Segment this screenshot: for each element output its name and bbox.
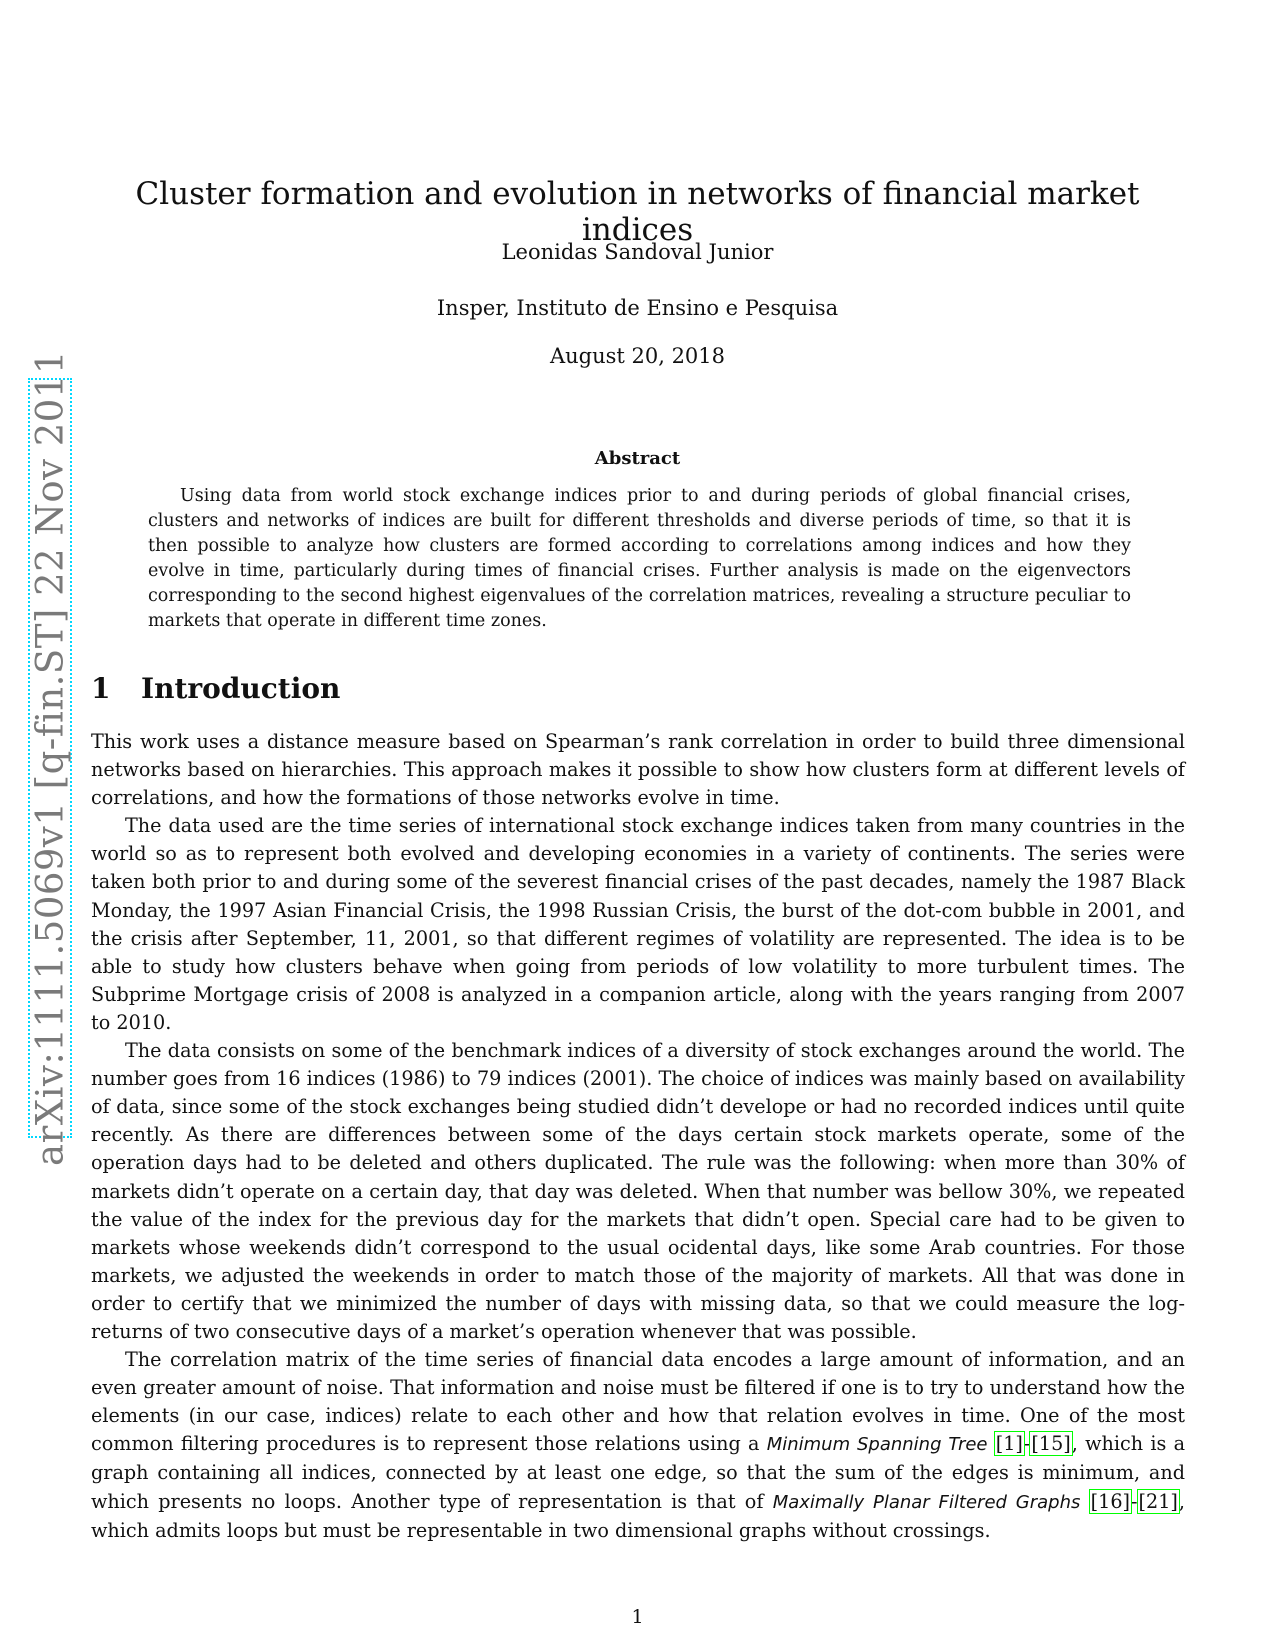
paragraph-4-text-c: , which admits loops but must be representable in two dimensional graphs without crossings.: [91, 1489, 1185, 1542]
introduction-body: [91, 728, 1185, 1545]
paragraph-4-text-a: The correlation matrix of the time series of financial data encodes a large amount of information, and an even greater amount of noise. That information and noise must be filtered if one is to try to understand how the elements (in our case, indices) relate to each other and how that relation evolves in time. One of the most common filtering procedures is to represent those relations using a: [91, 1348, 1185, 1456]
paragraph-3: The data consists on some of the benchmark indices of a diversity of stock exchanges around the world. The number goes from 16 indices (1986) to 79 indices (2001). The choice of indices was mainly based on availability of data, since some of the stock exchanges being studied didn’t develope or had no recorded indices until quite recently. As there are differences between some of the days certain stock markets operate, some of the operation days had to be deleted and others duplicated. The rule was the following: when more than 30% of markets didn’t operate on a certain day, that day was deleted. When that number was bellow 30%, we repeated the value of the index for the previous day for the markets that didn’t open. Special care had to be given to markets whose weekends didn’t correspond to the usual ocidental days, like some Arab countries. For those markets, we adjusted the weekends in order to match those of the majority of markets. All that was done in order to certify that we minimized the number of days with missing data, so that we could measure the log-returns of two consecutive days of a market’s operation whenever that was possible.: [91, 1039, 1185, 1343]
citation-range-dash: -: [1131, 1489, 1138, 1513]
citation-link-1[interactable]: [1]: [995, 1432, 1023, 1456]
paragraph-1: This work uses a distance measure based on Spearman’s rank correlation in order to build three dimensional networks based on hierarchies. This approach makes it possible to show how clusters form at different levels of correlations, and how the formations of those networks evolve in time.: [91, 730, 1185, 810]
citation-link-15[interactable]: [15]: [1031, 1432, 1071, 1456]
author-name: Leonidas Sandoval Junior: [501, 240, 774, 264]
citation-link-16[interactable]: [16]: [1090, 1489, 1131, 1513]
term-minimum-spanning-tree: Minimum Spanning Tree: [766, 1434, 988, 1456]
section-number: 1: [91, 672, 111, 705]
date: August 20, 2018: [549, 344, 726, 368]
paragraph-4-text-b: , which is a graph containing all indices, connected by at least one edge, so that the sum of the edges is minimum, and which presents no loops. Another type of representation is that of: [91, 1432, 1186, 1513]
abstract-heading: Abstract: [594, 448, 681, 469]
section-heading-introduction: [91, 672, 340, 705]
section-title: Introduction: [141, 672, 341, 705]
paragraph-2: The data used are the time series of international stock exchange indices taken from many countries in the world so as to represent both evolved and developing economies in a variety of continents. The series were taken both prior to and during some of the severest financial crises of the past decades, namely the 1987 Black Monday, the 1997 Asian Financial Crisis, the 1998 Russian Crisis, the burst of the dot-com bubble in 2001, and the crisis after September, 11, 2001, so that different regimes of volatility are represented. The idea is to be able to study how clusters behave when going from periods of low volatility to more turbulent times. The Subprime Mortgage crisis of 2008 is analyzed in a companion article, along with the years ranging from 2007 to 2010.: [91, 814, 1185, 1034]
term-maximally-planar-filtered-graphs: Maximally Planar Filtered Graphs: [772, 1491, 1081, 1513]
citation-link-21[interactable]: [21]: [1138, 1489, 1178, 1513]
paragraph-4: [91, 1346, 1185, 1545]
citation-range-dash: -: [1023, 1432, 1031, 1456]
arxiv-identifier[interactable]: arXiv:1111.5069v1 [q-fin.ST] 22 Nov 2011: [28, 350, 72, 1166]
arxiv-stamp[interactable]: [28, 350, 72, 1166]
paper-title: Cluster formation and evolution in networks of financial market indices: [135, 176, 1140, 248]
affiliation: Insper, Instituto de Ensino e Pesquisa: [436, 296, 839, 320]
abstract-text: Using data from world stock exchange indices prior to and during periods of global financial crises, clusters and networks of indices are built for different thresholds and diverse periods of time, so that it is then possible to analyze how clusters are formed according to correlations among indices and how they evolve in time, particularly during times of financial crises. Further analysis is made on the eigenvectors corresponding to the second highest eigenvalues of the correlation matrices, revealing a structure peculiar to markets that operate in different time zones.: [148, 486, 1131, 631]
page-number: 1: [631, 1606, 644, 1628]
